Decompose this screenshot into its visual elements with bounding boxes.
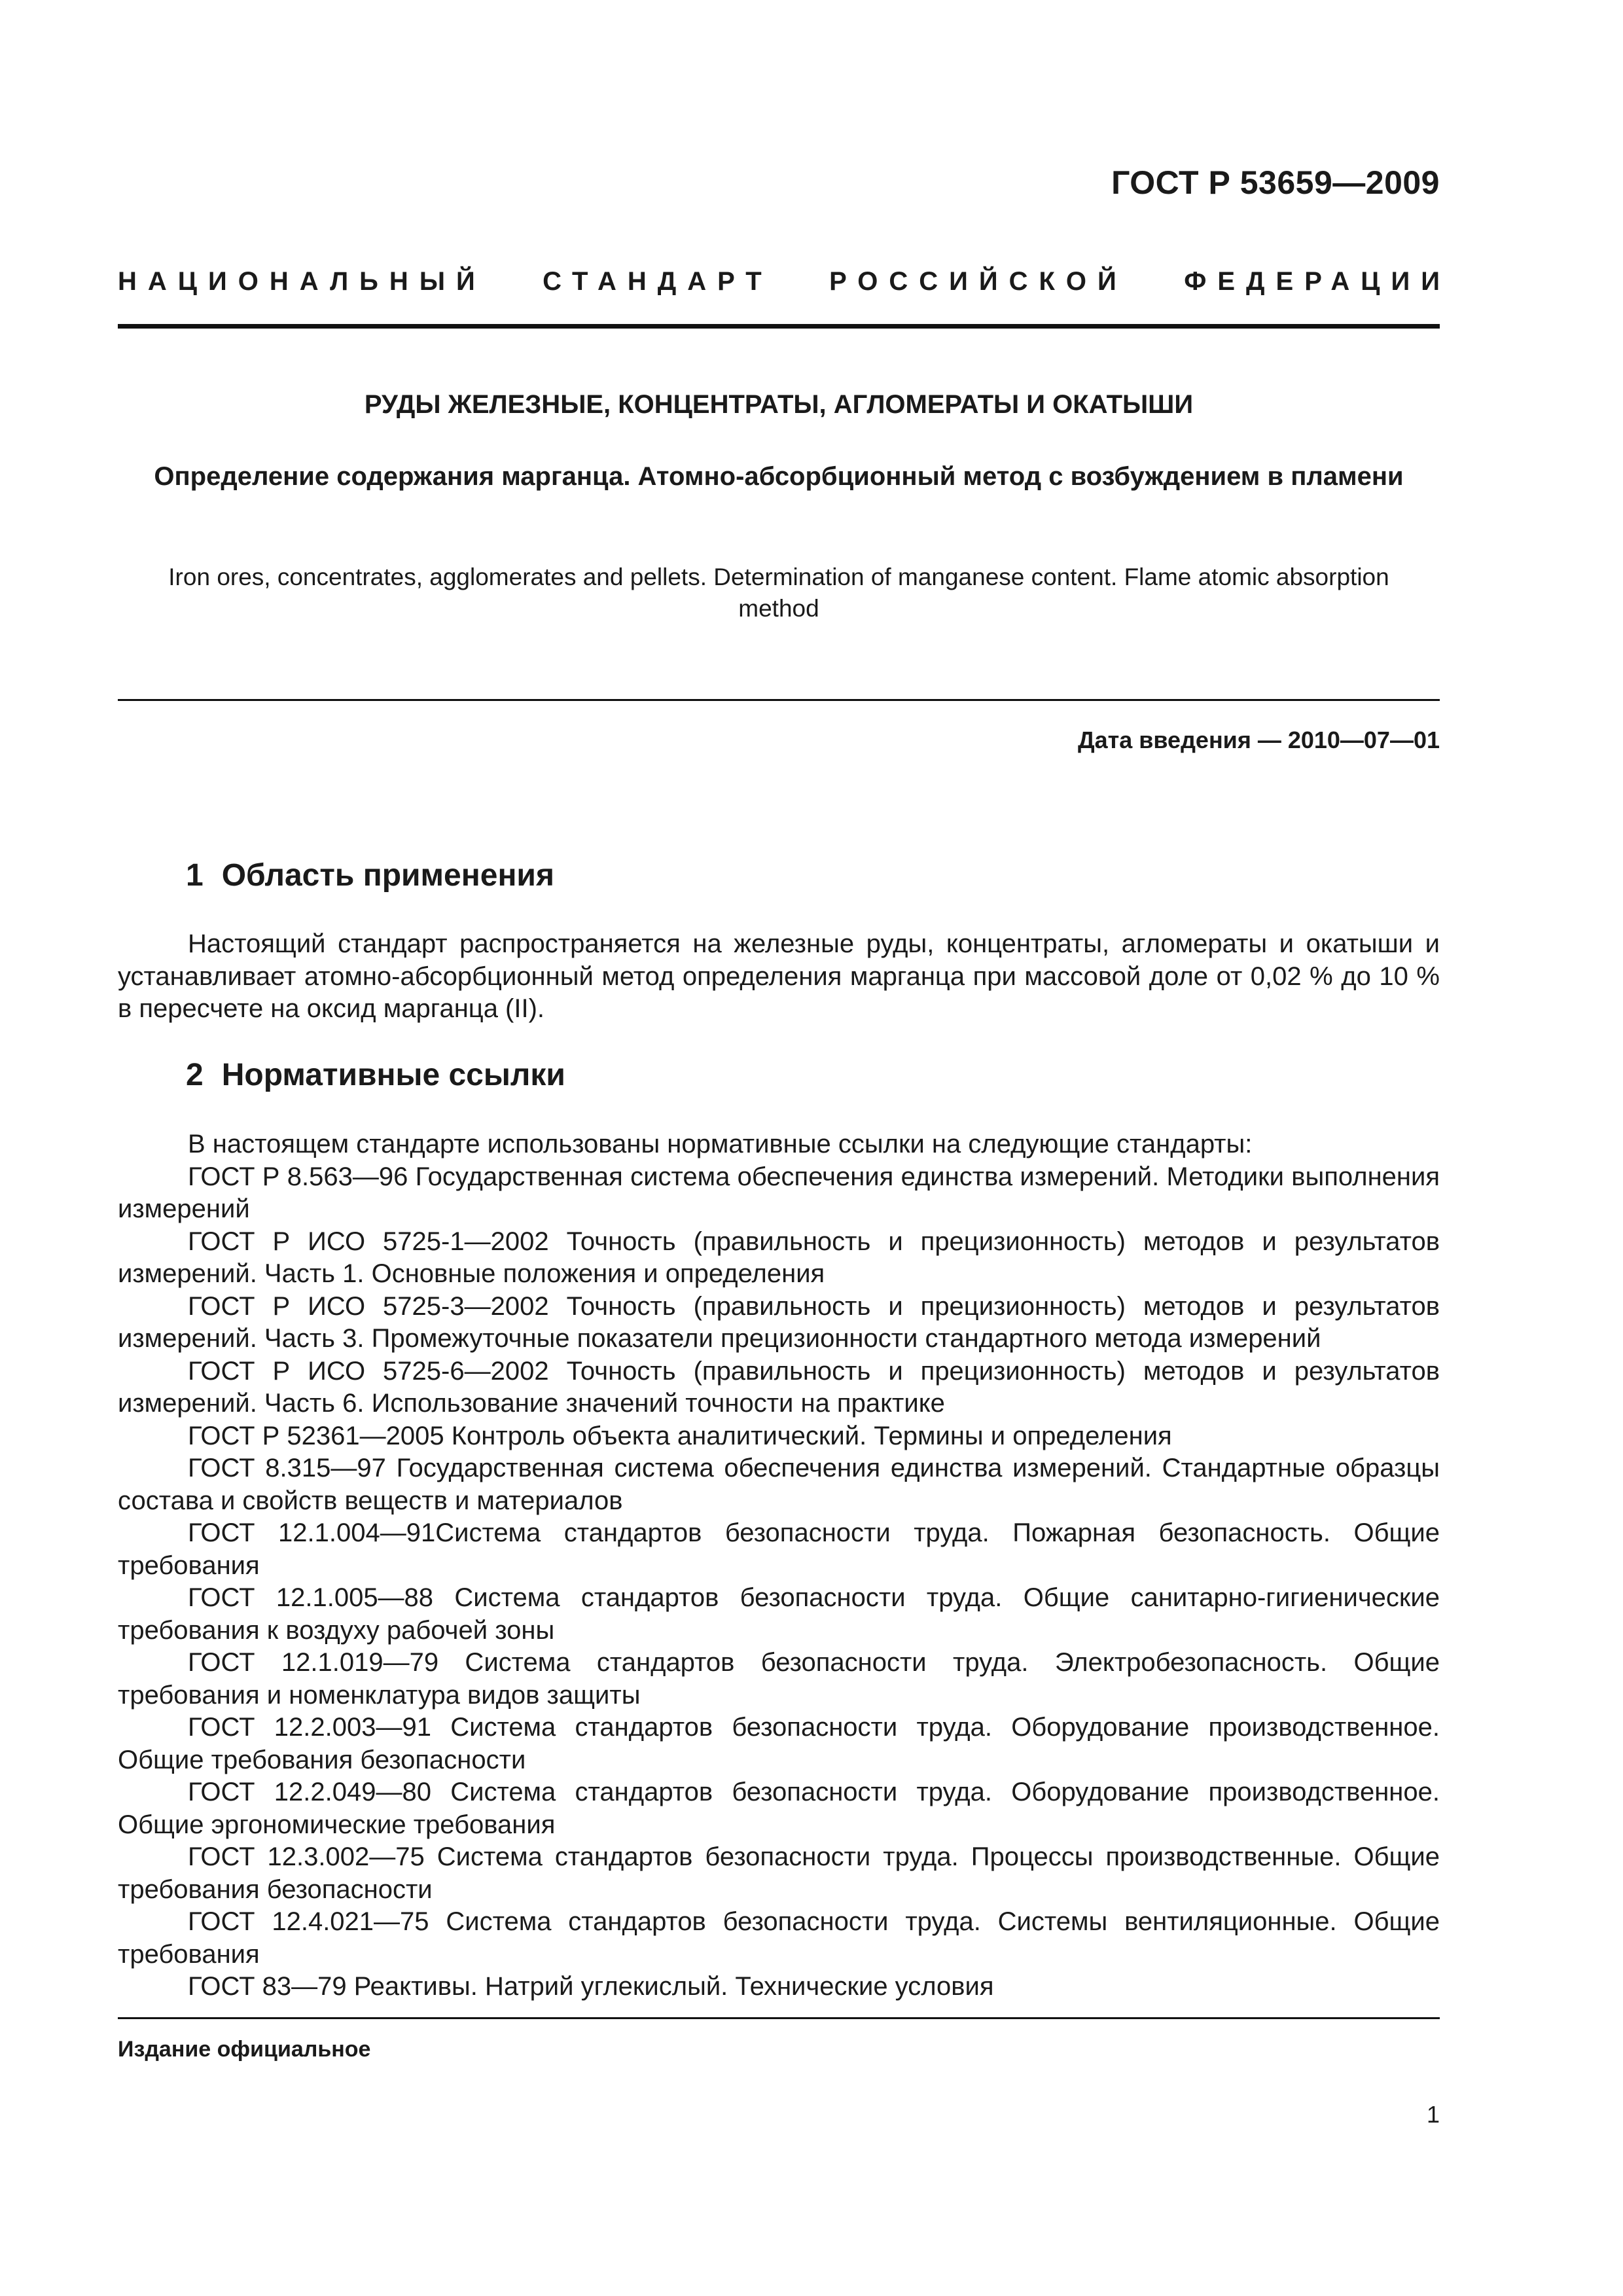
section-number: 2 xyxy=(186,1058,204,1092)
section-body xyxy=(118,928,1440,1026)
references-intro: В настоящем стандарте использованы нормативные ссылки на следующие стандарты: xyxy=(188,1130,1253,1158)
paragraph: Настоящий стандарт распространяется на железные руды, концентраты, агломераты и окатыши и устанавливает атомно-абсорбционный метод определения марганца при массовой доле от 0,02 % до 10 % в пересчете на оксид марганца (II). xyxy=(118,929,1440,1023)
section-title: Область применения xyxy=(221,858,554,893)
reference-item: ГОСТ 8.315—97 Государственная система обеспечения единства измерений. Стандартные образцы состава и свойств веществ и материалов xyxy=(118,1454,1440,1515)
reference-item: ГОСТ 12.1.005—88 Система стандартов безопасности труда. Общие санитарно-гигиенические требования к воздуху рабочей зоны xyxy=(118,1583,1440,1645)
section-heading xyxy=(186,1057,565,1093)
banner-word: ФЕДЕРАЦИИ xyxy=(1184,267,1451,296)
national-standard-banner xyxy=(118,267,1451,296)
reference-item: ГОСТ Р ИСО 5725-1—2002 Точность (правильность и прецизионность) методов и результатов измерений. Часть 1. Основные положения и определения xyxy=(118,1227,1440,1288)
document-page xyxy=(118,0,1451,2296)
reference-item: ГОСТ 12.2.049—80 Система стандартов безопасности труда. Оборудование производственное. Общие эргономические требования xyxy=(118,1778,1440,1839)
banner-word: СТАНДАРТ xyxy=(543,267,773,296)
title-divider xyxy=(118,699,1440,701)
reference-item: ГОСТ 83—79 Реактивы. Натрий углекислый. Технические условия xyxy=(188,1972,994,2001)
references-list xyxy=(118,1128,1440,2003)
reference-item: ГОСТ 12.3.002—75 Система стандартов безопасности труда. Процессы производственные. Общие требования безопасности xyxy=(118,1842,1440,1904)
document-subtitle: Определение содержания марганца. Атомно-абсорбционный метод с возбуждением в пламени xyxy=(154,462,1404,491)
document-code: ГОСТ Р 53659—2009 xyxy=(1111,164,1440,201)
introduction-date: Дата введения — 2010—07—01 xyxy=(1077,726,1440,753)
footer-divider xyxy=(118,2017,1440,2019)
section-heading xyxy=(186,857,554,893)
banner-word: РОССИЙСКОЙ xyxy=(829,267,1128,296)
reference-item: ГОСТ Р 8.563—96 Государственная система обеспечения единства измерений. Методики выполнения измерений xyxy=(118,1162,1440,1223)
banner-word: НАЦИОНАЛЬНЫЙ xyxy=(118,267,486,296)
official-edition-label: Издание официальное xyxy=(118,2037,371,2062)
reference-item: ГОСТ Р ИСО 5725-3—2002 Точность (правильность и прецизионность) методов и результатов измерений. Часть 3. Промежуточные показатели прецизионности стандартного метода измерений xyxy=(118,1291,1440,1353)
reference-item: ГОСТ 12.1.019—79 Система стандартов безопасности труда. Электробезопасность. Общие требования и номенклатура видов защиты xyxy=(118,1648,1440,1710)
reference-item: ГОСТ 12.4.021—75 Система стандартов безопасности труда. Системы вентиляционные. Общие требования xyxy=(118,1907,1440,1969)
reference-item: ГОСТ 12.1.004—91Система стандартов безопасности труда. Пожарная безопасность. Общие требования xyxy=(118,1518,1440,1580)
english-title: Iron ores, concentrates, agglomerates and pellets. Determination of manganese content. Flame atomic absorption method xyxy=(168,564,1389,622)
page-number: 1 xyxy=(1426,2101,1440,2128)
header-divider xyxy=(118,324,1440,329)
reference-item: ГОСТ 12.2.003—91 Система стандартов безопасности труда. Оборудование производственное. Общие требования безопасности xyxy=(118,1713,1440,1774)
reference-item: ГОСТ Р 52361—2005 Контроль объекта аналитический. Термины и определения xyxy=(188,1421,1172,1450)
section-title: Нормативные ссылки xyxy=(221,1058,565,1092)
document-title: РУДЫ ЖЕЛЕЗНЫЕ, КОНЦЕНТРАТЫ, АГЛОМЕРАТЫ И ОКАТЫШИ xyxy=(364,390,1194,419)
section-number: 1 xyxy=(186,858,204,893)
reference-item: ГОСТ Р ИСО 5725-6—2002 Точность (правильность и прецизионность) методов и результатов измерений. Часть 6. Использование значений точности на практике xyxy=(118,1356,1440,1418)
